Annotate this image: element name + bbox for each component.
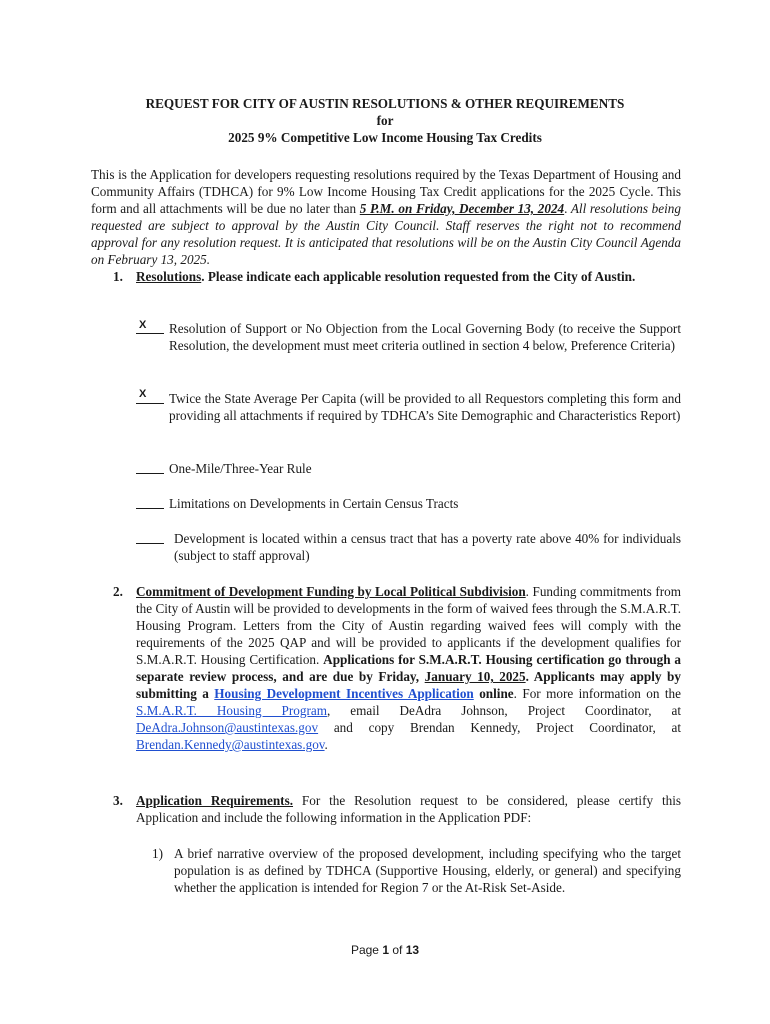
document-title-line1: REQUEST FOR CITY OF AUSTIN RESOLUTIONS & OTHER REQUIREMENTS — [145, 96, 625, 111]
section2-bold2: . Applicants may apply by submitting a — [136, 669, 681, 701]
intro-paragraph — [91, 166, 681, 268]
checkbox-mark-per-capita: X — [139, 388, 147, 400]
section2-heading: Commitment of Development Funding by Local Political Subdivision — [136, 584, 526, 599]
section2-bold1: Applications for S.M.A.R.T. Housing certification go through a separate review process, and are due by Friday, — [136, 652, 681, 684]
page-number: 1 — [382, 943, 389, 957]
smart-housing-program-link[interactable]: S.M.A.R.T. Housing Program — [136, 703, 327, 718]
section2-bold3: online — [473, 686, 514, 701]
brendan-email-link[interactable]: Brendan.Kennedy@austintexas.gov — [136, 737, 325, 752]
resolution-item-per-capita: Twice the State Average Per Capita (will be provided to all Requestors completing this form and providing all attachments if required by TDHCA’s Site Demographic and Characteristics Report) — [169, 391, 681, 423]
section3-item1-text: A brief narrative overview of the proposed development, including specifying who the target population is as defined by TDHCA (Supportive Housing, elderly, or general) and specifying whether the application is intended for Region 7 or the At-Risk Set-Aside. — [174, 846, 681, 895]
section2-bold-date: January 10, 2025 — [424, 669, 526, 684]
section2-text2: . For more information on the — [513, 686, 682, 701]
section2-text1: . Funding commitments from the City of Austin will be provided to developments in the form of waived fees through the S.M.A.R.T. Housing Program. Letters from the City of Austin regarding waived fees will comply with the requirements of the 2025 QAP and will be provided to applicants if the development qualifies for S.M.A.R.T. Housing Certification. — [136, 584, 681, 667]
page-of-label: of — [389, 943, 406, 957]
housing-incentives-application-link[interactable]: Housing Development Incentives Application — [214, 686, 474, 701]
page-footer — [0, 943, 770, 957]
intro-text: This is the Application for developers requesting resolutions required by the Texas Department of Housing and Community Affairs (TDHCA) for 9% Low Income Housing Tax Credit applications for the 2025 Cycle. This form and all attachments will be due no later than — [91, 167, 681, 216]
resolution-item-support: Resolution of Support or No Objection from the Local Governing Body (to receive the Support Resolution, the development must meet criteria outlined in section 4 below, Preference Criteria) — [169, 321, 681, 353]
section2-text4: and copy Brendan Kennedy, Project Coordinator, at — [318, 720, 681, 735]
resolution-checkbox-poverty-rate[interactable] — [136, 532, 164, 544]
intro-deadline: 5 P.M. on Friday, December 13, 2024 — [359, 201, 565, 216]
deadra-email-link[interactable]: DeAdra.Johnson@austintexas.gov — [136, 720, 319, 735]
section1-number: 1. — [113, 269, 123, 284]
section2-number: 2. — [113, 584, 123, 599]
document-title-line3: 2025 9% Competitive Low Income Housing Tax Credits — [228, 130, 542, 145]
intro-period: . — [564, 201, 568, 216]
resolution-checkbox-census-tracts[interactable] — [136, 497, 164, 509]
resolution-item-one-mile: One-Mile/Three-Year Rule — [169, 461, 312, 476]
resolution-item-census-tracts: Limitations on Developments in Certain Census Tracts — [169, 496, 459, 511]
page-label: Page — [350, 943, 383, 957]
resolution-checkbox-one-mile[interactable] — [136, 462, 164, 474]
section1-heading: Resolutions — [136, 269, 202, 284]
checkbox-mark-support: X — [139, 319, 147, 331]
document-title-line2: for — [376, 113, 394, 128]
section3-number: 3. — [113, 793, 123, 808]
section1-text: . Please indicate each applicable resolution requested from the City of Austin. — [201, 269, 636, 284]
section2-text5: . — [324, 737, 328, 752]
section2-body — [136, 583, 681, 753]
section3-text: For the Resolution request to be considered, please certify this Application and include the following information in the Application PDF: — [136, 793, 682, 825]
page-total: 13 — [405, 943, 420, 957]
intro-italic-text: All resolutions being requested are subject to approval by the Austin City Council. Staff reserves the right not to recommend approval for any resolution request. It is anticipated that resolutions will be on the Austin City Council Agenda on February 13, 2025. — [91, 201, 681, 267]
section3-item1-number: 1) — [152, 846, 163, 861]
resolution-item-poverty-rate: Development is located within a census tract that has a poverty rate above 40% for individuals (subject to staff approval) — [174, 531, 681, 563]
section1-heading-block — [136, 268, 681, 285]
section2-text3: , email DeAdra Johnson, Project Coordinator, at — [326, 703, 681, 718]
section3-heading: Application Requirements. — [136, 793, 294, 808]
section3-body — [136, 792, 681, 826]
